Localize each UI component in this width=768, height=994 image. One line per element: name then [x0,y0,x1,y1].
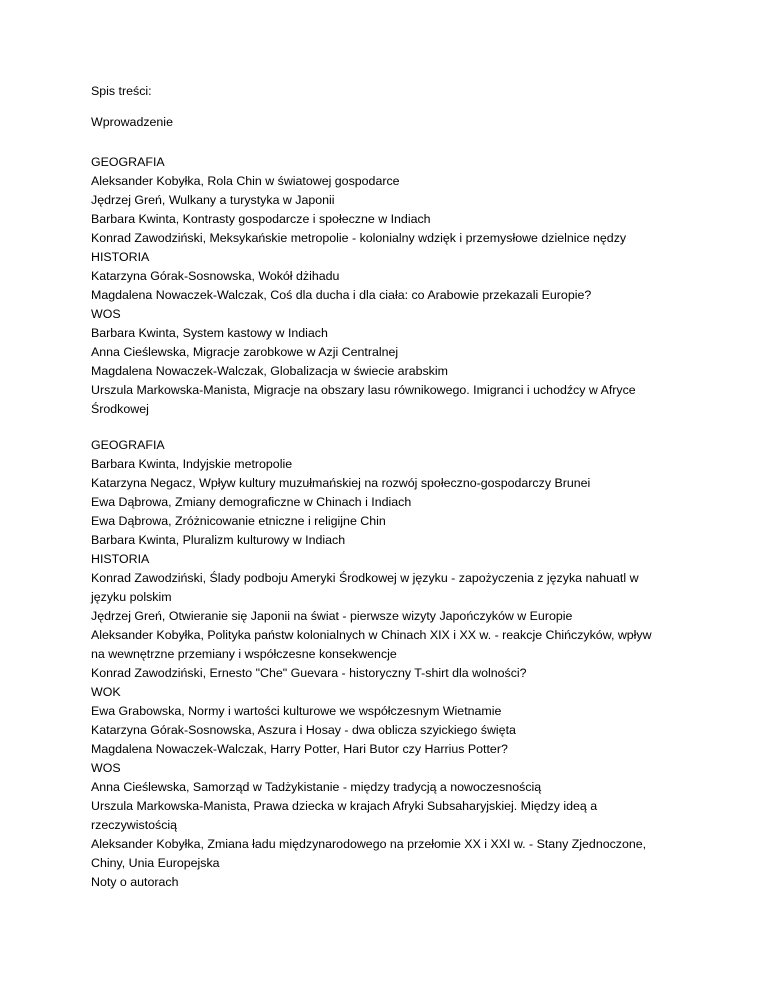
section-heading-wos-1: WOS [91,307,121,321]
toc-entry-continued: języku polskim [91,590,172,604]
section-heading-historia-2: HISTORIA [91,552,150,566]
toc-entry: Aleksander Kobyłka, Zmiana ładu międzynarodowego na przełomie XX i XXI w. - Stany Zjednoczone, [91,837,647,851]
toc-entry: Magdalena Nowaczek-Walczak, Harry Potter, Hari Butor czy Harrius Potter? [91,742,508,756]
section-heading-wos-2: WOS [91,761,121,775]
toc-entry: Urszula Markowska-Manista, Migracje na obszary lasu równikowego. Imigranci i uchodźcy w Afryce [91,383,636,397]
toc-entry: Anna Cieślewska, Migracje zarobkowe w Azji Centralnej [91,345,399,359]
toc-entry: Barbara Kwinta, System kastowy w Indiach [91,326,328,340]
toc-entry: Barbara Kwinta, Indyjskie metropolie [91,457,293,471]
toc-entry: Magdalena Nowaczek-Walczak, Globalizacja w świecie arabskim [91,364,448,378]
toc-title: Spis treści: [91,84,152,98]
toc-entry: Jędrzej Greń, Wulkany a turystyka w Japonii [91,193,335,207]
toc-entry: Aleksander Kobyłka, Rola Chin w światowej gospodarce [91,174,400,188]
toc-entry: Katarzyna Negacz, Wpływ kultury muzułmańskiej na rozwój społeczno-gospodarczy Brunei [91,476,591,490]
toc-entry: Anna Cieślewska, Samorząd w Tadżykistanie - między tradycją a nowoczesnością [91,780,542,794]
toc-entry: Ewa Dąbrowa, Zmiany demograficzne w Chinach i Indiach [91,495,412,509]
section-heading-geografia-1: GEOGRAFIA [91,155,165,169]
toc-entry-authors-notes: Noty o autorach [91,875,179,889]
toc-entry: Konrad Zawodziński, Ernesto "Che" Guevara - historyczny T-shirt dla wolności? [91,666,527,680]
toc-entry: Konrad Zawodziński, Ślady podboju Ameryki Środkowej w języku - zapożyczenia z języka nahuatl w [91,571,639,585]
toc-entry: Katarzyna Górak-Sosnowska, Wokół dżihadu [91,269,340,283]
toc-entry: Ewa Dąbrowa, Zróżnicowanie etniczne i religijne Chin [91,514,386,528]
toc-entry: Magdalena Nowaczek-Walczak, Coś dla ducha i dla ciała: co Arabowie przekazali Europie? [91,288,592,302]
toc-entry: Urszula Markowska-Manista, Prawa dziecka w krajach Afryki Subsaharyjskiej. Między ideą a [91,799,598,813]
toc-entry: Barbara Kwinta, Kontrasty gospodarcze i społeczne w Indiach [91,212,431,226]
section-heading-geografia-2: GEOGRAFIA [91,438,165,452]
toc-entry: Katarzyna Górak-Sosnowska, Aszura i Hosay - dwa oblicza szyickiego święta [91,723,516,737]
toc-entry: Ewa Grabowska, Normy i wartości kulturowe we współczesnym Wietnamie [91,704,502,718]
toc-entry-continued: rzeczywistością [91,818,178,832]
toc-entry: Konrad Zawodziński, Meksykańskie metropolie - kolonialny wdzięk i przemysłowe dzielnice nędzy [91,231,627,245]
document-page [91,82,691,892]
section-heading-wok: WOK [91,685,121,699]
toc-entry: Aleksander Kobyłka, Polityka państw kolonialnych w Chinach XIX i XX w. - reakcje Chińczyków, wpływ [91,628,652,642]
toc-entry-continued: Chiny, Unia Europejska [91,856,220,870]
toc-entry-continued: Środkowej [91,402,149,416]
toc-entry: Jędrzej Greń, Otwieranie się Japonii na świat - pierwsze wizyty Japończyków w Europie [91,609,573,623]
toc-entry-intro: Wprowadzenie [91,115,173,129]
section-heading-historia-1: HISTORIA [91,250,150,264]
toc-entry-continued: na wewnętrzne przemiany i współczesne konsekwencje [91,647,397,661]
toc-entry: Barbara Kwinta, Pluralizm kulturowy w Indiach [91,533,346,547]
